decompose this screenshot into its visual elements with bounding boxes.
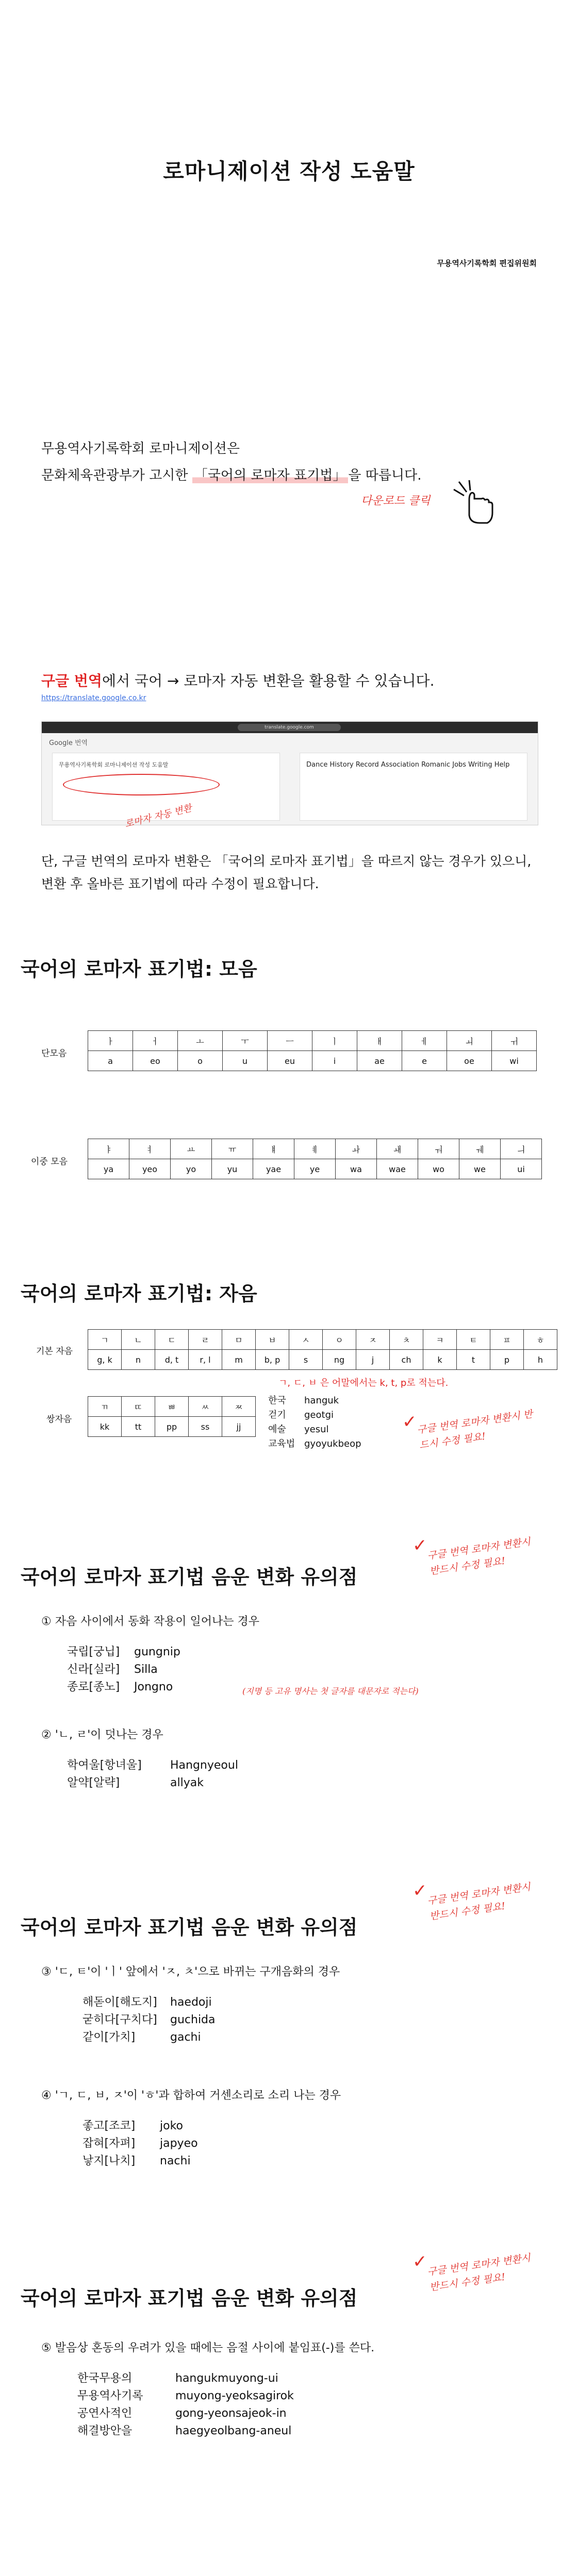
- example-row: [82, 2117, 198, 2135]
- basic-consonant-label: 기본 자음: [36, 1346, 73, 1357]
- table-cell: ㅟ: [492, 1031, 537, 1051]
- example-romanized: hanguk: [304, 1395, 339, 1406]
- google-translate-text: [41, 670, 434, 690]
- table-cell: yae: [253, 1159, 294, 1179]
- table-cell: r, l: [189, 1350, 222, 1370]
- example-row: [268, 1422, 361, 1437]
- table-cell: wa: [336, 1159, 377, 1179]
- rule-4-examples: [82, 2117, 198, 2170]
- rule-2-examples: [67, 1757, 238, 1792]
- example-korean: 한국: [268, 1395, 286, 1406]
- rule-5: ⑤ 발음상 혼동의 우려가 있을 때에는 음절 사이에 붙임표(-)를 쓴다.: [41, 2342, 375, 2354]
- translate-target-text: Dance History Record Association Romanic Jobs Writing Help: [306, 761, 510, 769]
- check-icon: ✓: [412, 1880, 427, 1901]
- browser-screenshot: [41, 721, 538, 825]
- example-korean: 국립[궁닙]: [67, 1646, 120, 1658]
- table-cell: kk: [88, 1417, 122, 1437]
- table-cell: ㅍ: [490, 1330, 524, 1350]
- example-romanized: joko: [160, 2120, 183, 2132]
- table-cell: ㅛ: [171, 1139, 212, 1159]
- example-korean: 알약[알략]: [67, 1776, 120, 1789]
- table-cell: ㅚ: [447, 1031, 492, 1051]
- table-cell: ㅃ: [155, 1397, 189, 1417]
- example-korean: 같이[가치]: [82, 2031, 136, 2044]
- table-cell: ㅊ: [390, 1330, 423, 1350]
- example-romanized: Silla: [134, 1663, 158, 1676]
- table-cell: s: [289, 1350, 323, 1370]
- example-korean: 무용역사기록: [77, 2389, 143, 2402]
- table-cell: ㄹ: [189, 1330, 222, 1350]
- example-row: [67, 1774, 238, 1792]
- rule-5-examples: [77, 2370, 294, 2440]
- table-cell: ㅡ: [268, 1031, 312, 1051]
- table-cell: t: [457, 1350, 490, 1370]
- example-row: [77, 2370, 294, 2387]
- table-cell: ㅇ: [323, 1330, 356, 1350]
- browser-address-bar: translate.google.com: [238, 724, 341, 731]
- example-korean: 예술: [268, 1424, 286, 1435]
- table-cell: ㅗ: [178, 1031, 223, 1051]
- example-romanized: Hangnyeoul: [170, 1759, 238, 1772]
- table-cell: ya: [88, 1159, 129, 1179]
- table-cell: ui: [501, 1159, 542, 1179]
- example-row: [82, 2029, 216, 2046]
- check-icon: ✓: [412, 1535, 427, 1556]
- table-cell: ㅣ: [312, 1031, 357, 1051]
- note-paragraph: 단, 구글 번역의 로마자 변환은 「국어의 로마자 표기법」을 따르지 않는 경우가 있으니, 변환 후 올바른 표기법에 따라 수정이 필요합니다.: [41, 854, 532, 891]
- example-romanized: guchida: [170, 2013, 216, 2026]
- table-cell: ch: [390, 1350, 423, 1370]
- rules-heading-3: 국어의 로마자 표기법 음운 변화 유의점: [21, 2287, 358, 2310]
- romanization-rule-link[interactable]: 「국어의 로마자 표기법」: [192, 468, 349, 483]
- table-cell: ㅜ: [223, 1031, 268, 1051]
- table-cell: wo: [418, 1159, 459, 1179]
- intro-line-2: [41, 462, 422, 489]
- table-cell: pp: [155, 1417, 189, 1437]
- single-vowel-table: [88, 1030, 537, 1071]
- example-romanized: nachi: [160, 2155, 191, 2167]
- example-row: [268, 1408, 361, 1422]
- table-cell: i: [312, 1051, 357, 1071]
- tense-consonant-label: 쌍자음: [46, 1414, 72, 1425]
- table-cell: ㅘ: [336, 1139, 377, 1159]
- example-row: [82, 2135, 198, 2153]
- example-korean: 해결방안을: [77, 2425, 133, 2437]
- rules-heading-2: 국어의 로마자 표기법 음운 변화 유의점: [21, 1916, 358, 1939]
- table-cell: ㄴ: [122, 1330, 155, 1350]
- table-cell: yo: [171, 1159, 212, 1179]
- table-cell: g, k: [88, 1350, 122, 1370]
- table-cell: ss: [189, 1417, 222, 1437]
- handwritten-note: 구글 번역 로마자 변환시 반드시 수정 필요!: [426, 2252, 532, 2294]
- google-translate-highlight: 구글 번역: [41, 672, 102, 689]
- rule-3: ③ 'ㄷ, ㅌ'이 'ㅣ' 앞에서 'ㅈ, ㅊ'으로 바뀌는 구개음화의 경우: [41, 1965, 340, 1978]
- vowels-heading: 국어의 로마자 표기법: 모음: [21, 958, 257, 980]
- tense-consonant-table: [88, 1396, 256, 1437]
- example-row: [268, 1394, 361, 1408]
- example-row: [82, 2153, 198, 2170]
- example-row: [82, 1994, 216, 2011]
- table-cell: ㅓ: [133, 1031, 178, 1051]
- example-korean: 교육법: [268, 1438, 295, 1449]
- handwritten-note: 구글 번역 로마자 변환시 반드시 수정 필요!: [416, 1408, 534, 1451]
- translate-target-pane: [300, 753, 527, 821]
- click-note: 다운로드 클릭: [361, 495, 431, 507]
- handwritten-note: 구글 번역 로마자 변환시 반드시 수정 필요!: [426, 1536, 532, 1578]
- example-korean: 학여울[항녀울]: [67, 1759, 142, 1772]
- table-cell: ㅋ: [423, 1330, 457, 1350]
- table-cell: ng: [323, 1350, 356, 1370]
- table-cell: eo: [133, 1051, 178, 1071]
- google-translate-rest: 에서 국어 → 로마자 자동 변환을 활용할 수 있습니다.: [102, 672, 435, 689]
- rule-2: ② 'ㄴ, ㄹ'이 덧나는 경우: [41, 1728, 163, 1741]
- example-romanized: gachi: [170, 2031, 201, 2044]
- rule-1-examples: [67, 1643, 180, 1696]
- rule-4: ④ 'ㄱ, ㄷ, ㅂ, ㅈ'이 'ㅎ'과 합하여 거센소리로 소리 나는 경우: [41, 2089, 341, 2102]
- example-row: [67, 1661, 180, 1679]
- table-cell: ㅁ: [222, 1330, 256, 1350]
- check-icon: ✓: [412, 2251, 427, 2272]
- table-cell: p: [490, 1350, 524, 1370]
- rule-3-examples: [82, 1994, 216, 2046]
- pointer-hand-icon: [449, 479, 495, 528]
- table-cell: yu: [212, 1159, 253, 1179]
- example-korean: 해돋이[해도지]: [82, 1996, 157, 2009]
- table-cell: a: [88, 1051, 133, 1071]
- table-cell: ㅖ: [294, 1139, 336, 1159]
- table-cell: e: [402, 1051, 447, 1071]
- google-translate-logo: Google 번역: [49, 739, 88, 747]
- example-row: [67, 1757, 238, 1774]
- table-cell: we: [459, 1159, 501, 1179]
- table-cell: ㅐ: [357, 1031, 402, 1051]
- example-romanized: japyeo: [160, 2137, 198, 2150]
- example-romanized: geotgi: [304, 1410, 334, 1420]
- translate-source-text: 무용역사기록학회 로마니제이션 작성 도움말: [59, 761, 169, 768]
- example-korean: 공연사적인: [77, 2407, 133, 2420]
- table-cell: ㅈ: [356, 1330, 390, 1350]
- example-romanized: hangukmuyong-ui: [175, 2372, 278, 2385]
- table-cell: k: [423, 1350, 457, 1370]
- table-cell: yeo: [129, 1159, 171, 1179]
- example-korean: 한국무용의: [77, 2372, 133, 2385]
- table-cell: m: [222, 1350, 256, 1370]
- example-romanized: gyoyukbeop: [304, 1438, 361, 1449]
- check-icon: ✓: [402, 1412, 417, 1432]
- example-korean: 잡혀[자펴]: [82, 2137, 136, 2150]
- table-cell: ae: [357, 1051, 402, 1071]
- double-vowel-table: [88, 1139, 542, 1179]
- intro-line-2-post: 을 따릅니다.: [348, 468, 422, 483]
- table-cell: jj: [222, 1417, 256, 1437]
- table-cell: ㅔ: [402, 1031, 447, 1051]
- final-consonant-examples: [268, 1394, 361, 1451]
- example-romanized: gong-yeonsajeok-in: [175, 2407, 287, 2420]
- example-romanized: gungnip: [134, 1646, 180, 1658]
- example-korean: 좋고[조코]: [82, 2120, 136, 2132]
- example-korean: 걷기: [268, 1410, 286, 1420]
- table-cell: ㅝ: [418, 1139, 459, 1159]
- intro-line-1: 무용역사기록학회 로마니제이션은: [41, 441, 240, 456]
- example-korean: 낳지[나치]: [82, 2155, 136, 2167]
- example-row: [77, 2387, 294, 2405]
- example-row: [82, 2011, 216, 2029]
- handwritten-note: 구글 번역 로마자 변환시 반드시 수정 필요!: [426, 1881, 532, 1923]
- table-cell: ㅠ: [212, 1139, 253, 1159]
- auto-conversion-note: 로마자 자동 변환: [123, 803, 193, 830]
- table-cell: ㅉ: [222, 1397, 256, 1417]
- example-korean: 종로[종노]: [67, 1681, 120, 1693]
- table-cell: ㅅ: [289, 1330, 323, 1350]
- table-cell: h: [524, 1350, 557, 1370]
- example-row: [77, 2422, 294, 2440]
- example-korean: 굳히다[구치다]: [82, 2013, 157, 2026]
- highlight-circle: [63, 774, 220, 795]
- table-cell: ㄸ: [122, 1397, 155, 1417]
- table-cell: ㅎ: [524, 1330, 557, 1350]
- table-cell: wae: [377, 1159, 418, 1179]
- table-cell: oe: [447, 1051, 492, 1071]
- example-row: [67, 1679, 180, 1696]
- table-cell: ㅂ: [256, 1330, 289, 1350]
- table-cell: o: [178, 1051, 223, 1071]
- example-row: [67, 1643, 180, 1661]
- example-row: [77, 2405, 294, 2422]
- rule-1: ① 자음 사이에서 동화 작용이 일어나는 경우: [41, 1615, 259, 1628]
- google-translate-link[interactable]: https://translate.google.co.kr: [41, 694, 146, 702]
- example-korean: 신라[실라]: [67, 1663, 120, 1676]
- table-cell: wi: [492, 1051, 537, 1071]
- table-cell: d, t: [155, 1350, 189, 1370]
- rules-heading-1: 국어의 로마자 표기법 음운 변화 유의점: [21, 1566, 358, 1588]
- consonants-heading: 국어의 로마자 표기법: 자음: [21, 1282, 257, 1305]
- example-romanized: yesul: [304, 1424, 329, 1435]
- table-cell: ㄲ: [88, 1397, 122, 1417]
- table-cell: ㅌ: [457, 1330, 490, 1350]
- intro-line-2-pre: 문화체육관광부가 고시한: [41, 468, 192, 483]
- proper-noun-note: (지명 등 고유 명사는 첫 글자를 대문자로 적는다): [242, 1686, 419, 1696]
- table-cell: ㅙ: [377, 1139, 418, 1159]
- final-consonant-note: ㄱ, ㄷ, ㅂ 은 어말에서는 k, t, p로 적는다.: [278, 1378, 449, 1388]
- table-cell: j: [356, 1350, 390, 1370]
- table-cell: ㅞ: [459, 1139, 501, 1159]
- single-vowel-label: 단모음: [41, 1048, 67, 1059]
- intro-text: [41, 435, 422, 489]
- table-cell: ㅆ: [189, 1397, 222, 1417]
- table-cell: ㄱ: [88, 1330, 122, 1350]
- table-cell: ㄷ: [155, 1330, 189, 1350]
- table-cell: u: [223, 1051, 268, 1071]
- table-cell: ㅢ: [501, 1139, 542, 1159]
- table-cell: b, p: [256, 1350, 289, 1370]
- basic-consonant-table: [88, 1329, 557, 1370]
- table-cell: ㅏ: [88, 1031, 133, 1051]
- table-cell: ㅑ: [88, 1139, 129, 1159]
- editor-credit: 무용역사기록학회 편집위원회: [437, 259, 537, 268]
- table-cell: ㅒ: [253, 1139, 294, 1159]
- table-cell: ㅕ: [129, 1139, 171, 1159]
- table-cell: tt: [122, 1417, 155, 1437]
- example-romanized: allyak: [170, 1776, 204, 1789]
- example-romanized: muyong-yeoksagirok: [175, 2389, 294, 2402]
- page-title: 로마니제이션 작성 도움말: [163, 159, 415, 184]
- example-row: [268, 1437, 361, 1451]
- example-romanized: haegyeolbang-aneul: [175, 2425, 292, 2437]
- example-romanized: haedoji: [170, 1996, 212, 2009]
- table-cell: n: [122, 1350, 155, 1370]
- double-vowel-label: 이중 모음: [31, 1157, 68, 1167]
- table-cell: ye: [294, 1159, 336, 1179]
- table-cell: eu: [268, 1051, 312, 1071]
- example-romanized: Jongno: [134, 1681, 173, 1693]
